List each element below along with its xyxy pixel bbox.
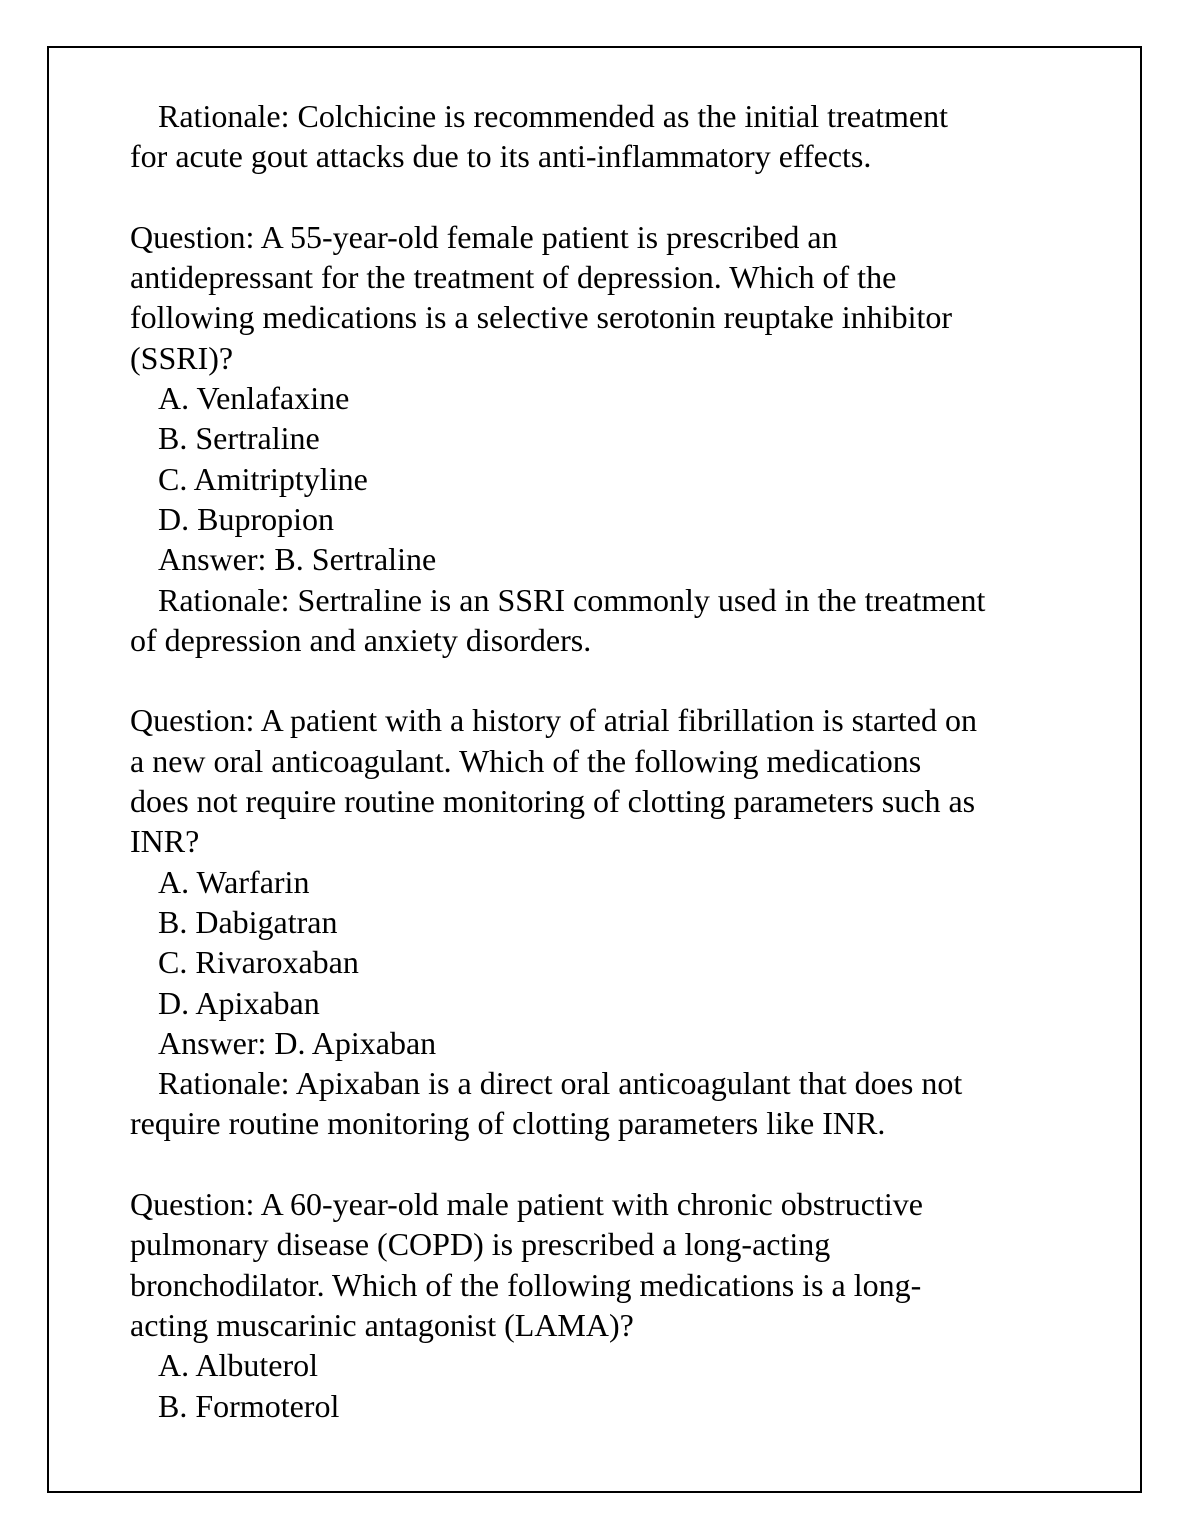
text-line: Rationale: Colchicine is recommended as the initial treatment (158, 98, 948, 134)
text-line: antidepressant for the treatment of depression. Which of the (130, 259, 897, 296)
paragraph-gap (130, 1144, 1090, 1184)
text-line: C. Rivaroxaban (158, 944, 359, 981)
text-line: D. Bupropion (158, 500, 334, 537)
text-line: Answer: D. Apixaban (158, 1024, 437, 1061)
text-line: following medications is a selective serotonin reuptake inhibitor (130, 299, 953, 336)
text-block (130, 96, 1090, 177)
text-line: require routine monitoring of clotting parameters like INR. (130, 1105, 886, 1142)
text-line: A. Venlafaxine (158, 380, 350, 417)
paragraph-gap (130, 660, 1090, 700)
text-line: INR? (130, 823, 200, 860)
text-line: acting muscarinic antagonist (LAMA)? (130, 1306, 634, 1343)
paragraph-gap (130, 177, 1090, 217)
text-line: a new oral anticoagulant. Which of the following medications (130, 742, 922, 779)
text-line: pulmonary disease (COPD) is prescribed a long-acting (130, 1226, 831, 1263)
text-line: C. Amitriptyline (158, 460, 368, 497)
text-line: for acute gout attacks due to its anti-inflammatory effects. (130, 138, 872, 175)
text-line: B. Dabigatran (158, 903, 338, 940)
document-body (130, 96, 1090, 1426)
text-line: A. Albuterol (158, 1347, 318, 1384)
text-block (130, 700, 1090, 1143)
text-line: bronchodilator. Which of the following medications is a long- (130, 1266, 922, 1303)
text-line: does not require routine monitoring of clotting parameters such as (130, 783, 976, 820)
text-line: Rationale: Sertraline is an SSRI commonly used in the treatment (158, 581, 986, 618)
text-line: of depression and anxiety disorders. (130, 621, 592, 658)
text-block (130, 1184, 1090, 1426)
text-line: Question: A 60-year-old male patient with chronic obstructive (130, 1186, 923, 1223)
text-line: Question: A 55-year-old female patient is prescribed an (130, 218, 838, 255)
text-line: Question: A patient with a history of atrial fibrillation is started on (130, 702, 977, 739)
text-line: Rationale: Apixaban is a direct oral anticoagulant that does not (158, 1065, 963, 1102)
text-line: A. Warfarin (158, 863, 310, 900)
text-block (130, 217, 1090, 660)
text-line: (SSRI)? (130, 339, 234, 376)
text-line: B. Sertraline (158, 420, 320, 457)
text-line: D. Apixaban (158, 984, 320, 1021)
text-line: B. Formoterol (158, 1387, 340, 1424)
text-line: Answer: B. Sertraline (158, 541, 437, 578)
